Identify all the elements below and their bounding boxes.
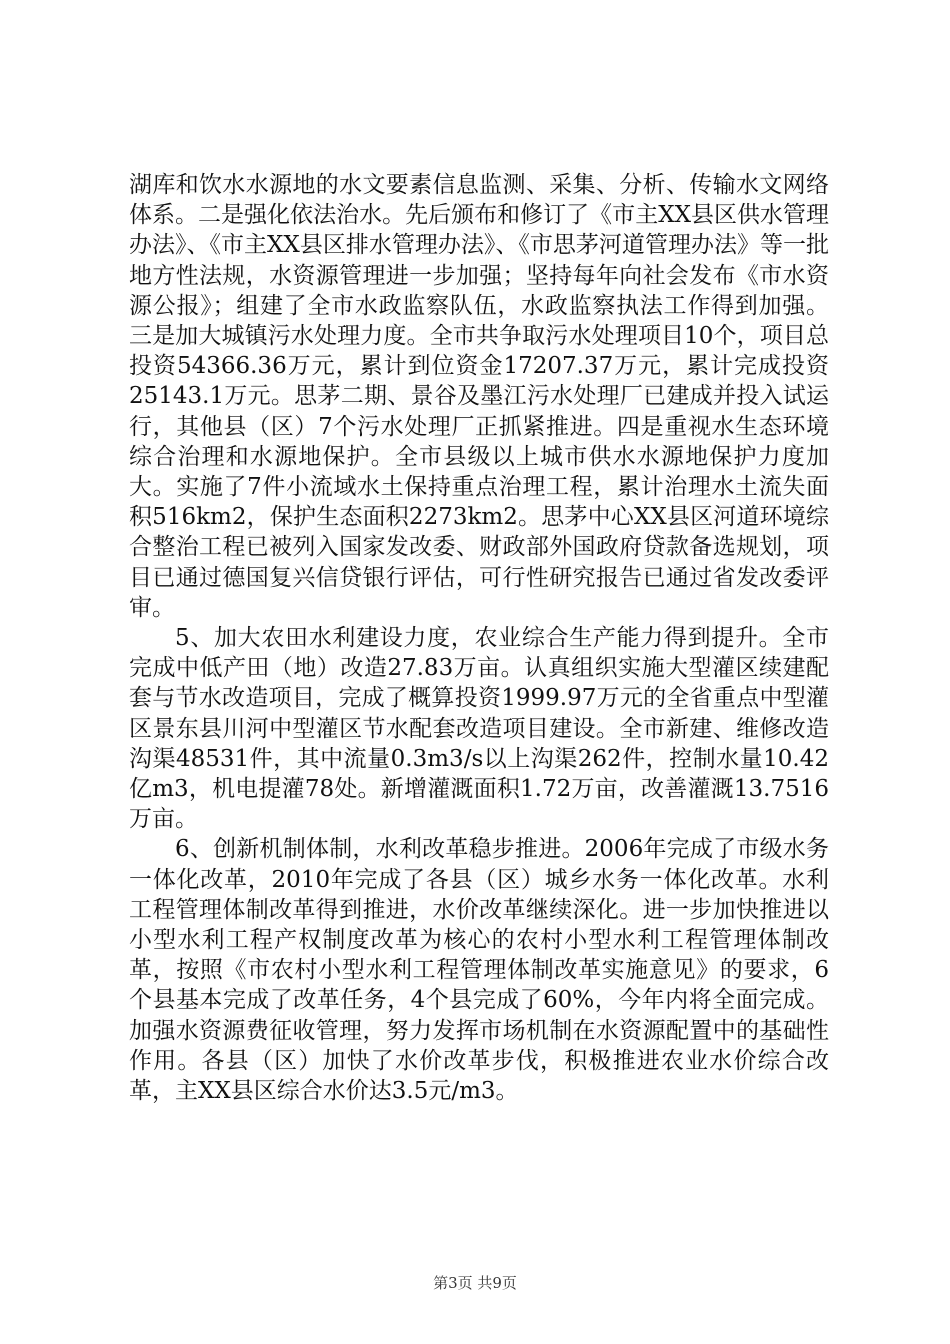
- paragraph-reform-mechanism: 6、创新机制体制，水利改革稳步推进。2006年完成了市级水务一体化改革，2010年完成了各县（区）城乡水务一体化改革。水利工程管理体制改革得到推进，水价改革继续深化。进一步加快推进以小型水利工程产权制度改革为核心的农村小型水利工程管理体制改革，按照《市农村小型水利工程管理体制改革实施意见》的要求，6个县基本完成了改革任务，4个县完成了60%，今年内将全面完成。加强水资源费征收管理，努力发挥市场机制在水资源配置中的基础性作用。各县（区）加快了水价改革步伐，积极推进农业水价综合改革，主XX县区综合水价达3.5元/m3。: [129, 836, 829, 1105]
- paragraph-farmland-irrigation: 5、加大农田水利建设力度，农业综合生产能力得到提升。全市完成中低产田（地）改造27.83万亩。认真组织实施大型灌区续建配套与节水改造项目，完成了概算投资1999.97万元的全省重点中型灌区景东县川河中型灌区节水配套改造项目建设。全市新建、维修改造沟渠48531件，其中流量0.3m3/s以上沟渠262件，控制水量10.42亿m3，机电提灌78处。新增灌溉面积1.72万亩，改善灌溉13.7516万亩。: [129, 625, 829, 833]
- document-body: [129, 170, 829, 1106]
- paragraph-water-monitoring: 湖库和饮水水源地的水文要素信息监测、采集、分析、传输水文网络体系。二是强化依法治水。先后颁布和修订了《市主XX县区供水管理办法》、《市主XX县区排水管理办法》、《市思茅河道管理办法》等一批地方性法规，水资源管理进一步加强；坚持每年向社会发布《市水资源公报》；组建了全市水政监察队伍，水政监察执法工作得到加强。三是加大城镇污水处理力度。全市共争取污水处理项目10个，项目总投资54366.36万元，累计到位资金17207.37万元，累计完成投资25143.1万元。思茅二期、景谷及墨江污水处理厂已建成并投入试运行，其他县（区）7个污水处理厂正抓紧推进。四是重视水生态环境综合治理和水源地保护。全市县级以上城市供水水源地保护力度加大。实施了7件小流域水土保持重点治理工程，累计治理水土流失面积516km2，保护生态面积2273km2。思茅中心XX县区河道环境综合整治工程已被列入国家发改委、财政部外国政府贷款备选规划，项目已通过德国复兴信贷银行评估，可行性研究报告已通过省发改委评审。: [129, 172, 829, 621]
- page-footer: 第3页 共9页: [433, 1274, 517, 1292]
